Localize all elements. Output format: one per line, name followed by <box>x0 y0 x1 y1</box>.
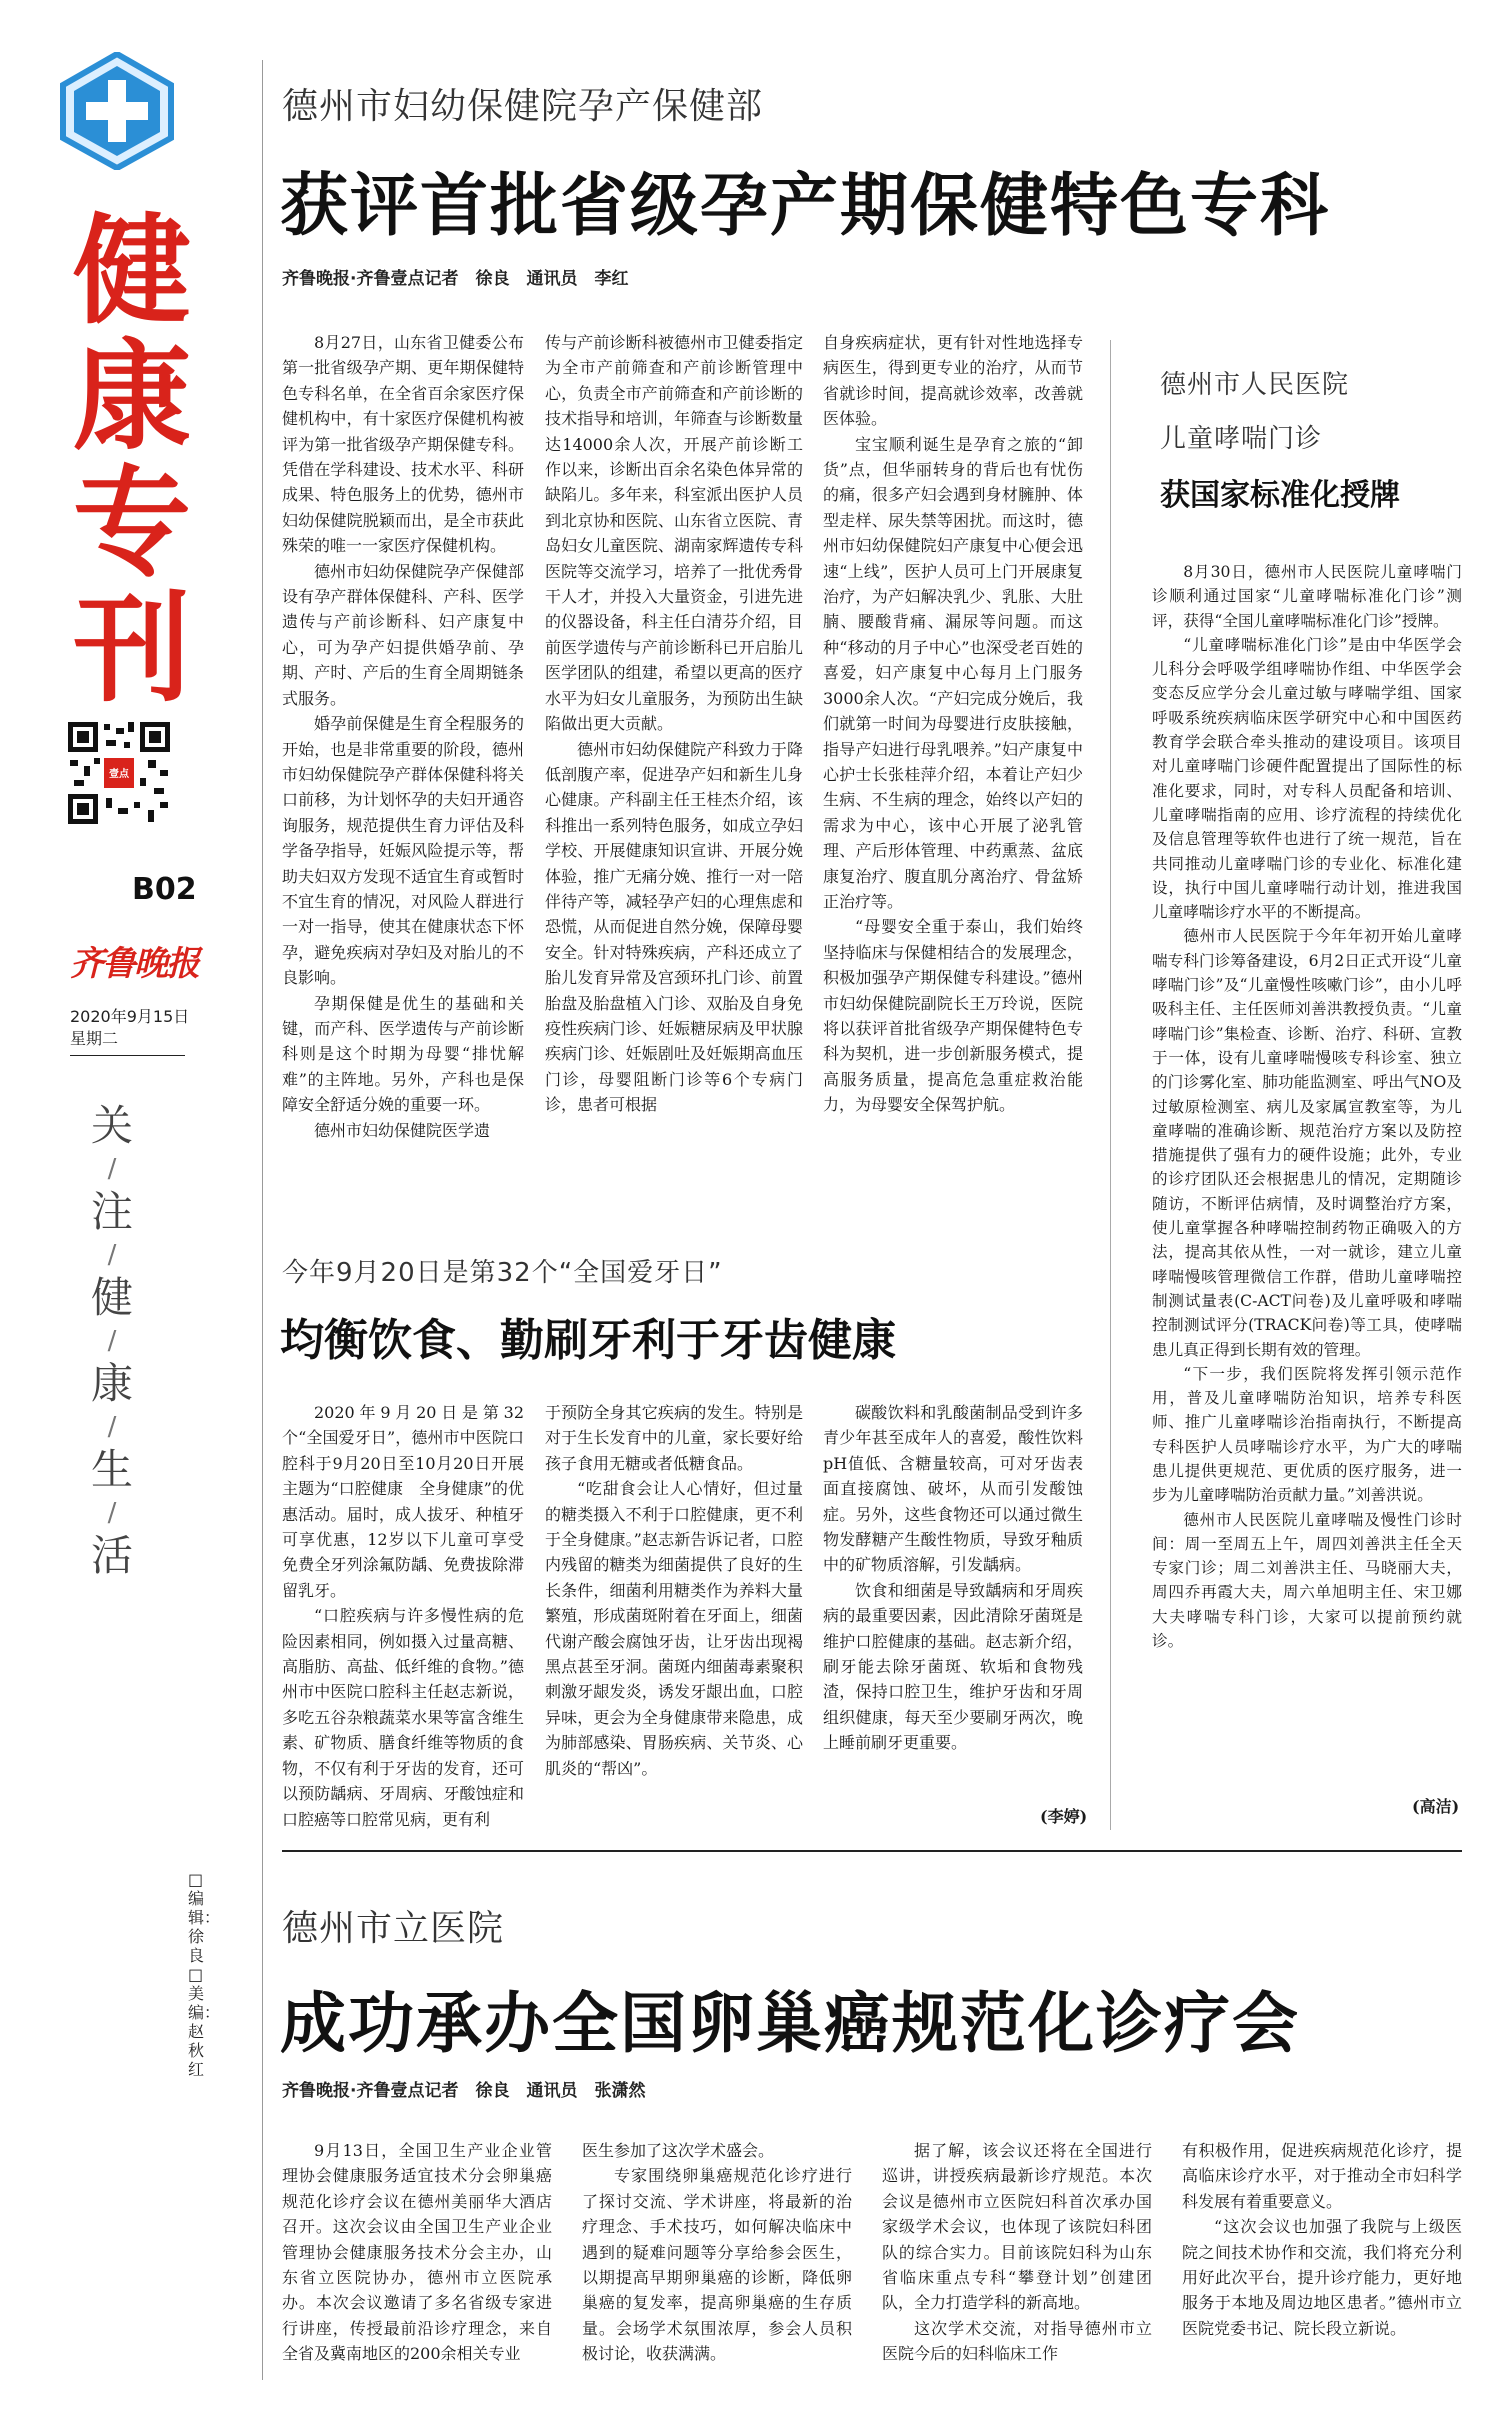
motto-slash: / <box>107 1498 117 1528</box>
paragraph: 有积极作用，促进疾病规范化诊疗，提高临床诊疗水平，对于推动全市妇科学科发展有着重要意义。 <box>1182 2141 1462 2211</box>
article1-col1 <box>282 330 524 1150</box>
section-rule <box>282 1850 1462 1852</box>
motto-slash: / <box>107 1326 117 1356</box>
article1-byline: 齐鲁晚报·齐鲁壹点记者 徐良 通讯员 李红 <box>282 269 629 289</box>
paragraph: 专家围绕卵巢癌规范化诊疗进行了探讨交流、学术讲座，将最新的治疗理念、手术技巧，如何解决临床中遇到的疑难问题等分享给参会医生，以期提高早期卵巢癌的诊断，降低卵巢癌的复发率，提高卵巢癌的生存质量。会场学术氛围浓厚，参会人员积极讨论，收获满满。 <box>582 2166 852 2364</box>
paragraph: 宝宝顺利诞生是孕育之旅的“卸货”点，但华丽转身的背后也有忧伤的痛，很多产妇会遇到身材臃肿、体型走样、尿失禁等困扰。而这时，德州市妇幼保健院妇产康复中心便会迅速“上线”，医护人员可上门开展康复治疗，为产妇解决乳少、乳胀、大肚腩、腰酸背痛、漏尿等问题。而这种“移动的月子中心”也深受老百姓的喜爱，妇产康复中心每月上门服务3000余人次。“产妇完成分娩后，我们就第一时间为母婴进行皮肤接触，指导产妇进行母乳喂养。”妇产康复中心护士长张桂萍介绍，本着让产妇少生病、不生病的理念，始终以产妇的需求为中心，该中心开展了泌乳管理、产后形体管理、中药熏蒸、盆底康复治疗、腹直肌分离治疗、骨盆矫正治疗等。 <box>823 434 1083 911</box>
motto <box>82 1100 142 1582</box>
paragraph: 德州市妇幼保健院孕产保健部设有孕产群体保健科、产科、医学遗传与产前诊断科、妇产康复中心，可为孕产妇提供婚孕前、孕期、产时、产后的生育全周期链条式服务。 <box>282 561 524 708</box>
paragraph: 德州市妇幼保健院医学遗 <box>314 1120 491 1140</box>
paragraph: 医生参加了这次学术盛会。 <box>582 2141 775 2160</box>
paragraph: 德州市人民医院于今年年初开始儿童哮喘专科门诊筹备建设，6月2日正式开设“儿童哮喘门诊”及“儿童慢性咳嗽门诊”，由小儿呼吸科主任、主任医师刘善洪教授负责。“儿童哮喘门诊”集检查、诊断、治疗、科研、宣教于一体，设有儿童哮喘慢咳专科诊室、独立的门诊雾化室、肺功能监测室、呼出气NO及过敏原检测室、病儿及家属宣教室等，为儿童哮喘的准确诊断、规范治疗方案以及防控措施提供了强有力的硬件设施；此外，专业的诊疗团队还会根据患儿的情况，定期随诊随访，不断评估病情，及时调整治疗方案，使儿童掌握各种哮喘控制药物正确吸入的方法，提高其依从性，一对一就诊，建立儿童哮喘慢咳管理微信工作群，借助儿童哮喘控制测试量表(C-ACT问卷)及儿童呼吸和哮喘控制测试评分(TRACK问卷)等工具，使哮喘患儿真正得到长期有效的管理。 <box>1152 927 1462 1359</box>
motto-char: 注 <box>90 1187 133 1236</box>
article4-byline: 齐鲁晚报·齐鲁壹点记者 徐良 通讯员 张潇然 <box>282 2081 646 2101</box>
motto-char: 康 <box>90 1359 133 1408</box>
medical-cross-logo <box>58 52 176 170</box>
article4-headline: 成功承办全国卵巢癌规范化诊疗会 <box>280 1985 1300 2062</box>
paragraph: 于预防全身其它疾病的发生。特别是对于生长发育中的儿童，家长要好给孩子食用无糖或者低糖食品。 <box>545 1403 803 1473</box>
section-title-char: 康 <box>72 328 191 466</box>
motto-char: 关 <box>90 1101 133 1150</box>
qr-badge-label: 壹点 <box>109 769 129 780</box>
article1-kicker: 德州市妇幼保健院孕产保健部 <box>282 86 764 127</box>
article3-col2 <box>545 1400 803 1830</box>
section-title-char: 专 <box>72 454 191 592</box>
article2-signature: (高洁) <box>1412 1797 1460 1816</box>
paragraph: 据了解，该会议还将在全国进行巡讲，讲授疾病最新诊疗规范。本次会议是德州市立医院妇科首次承办国家级学术会议，也体现了该院妇科团队的综合实力。目前该院妇科为山东省临床重点专科“攀登计划”创建团队，全力打造学科的新高地。 <box>882 2141 1152 2313</box>
sidebar-divider <box>70 1055 185 1056</box>
article1-col3 <box>823 330 1083 1150</box>
article2-kicker: 德州市人民医院 <box>1160 370 1350 400</box>
section-title <box>52 202 212 718</box>
paragraph: 孕期保健是优生的基础和关键，而产科、医学遗传与产前诊断科则是这个时期为母婴“排忧解难”的主阵地。另外，产科也是保障安全舒适分娩的重要一环。 <box>282 993 524 1115</box>
paragraph: “下一步，我们医院将发挥引领示范作用，普及儿童哮喘防治知识，培养专科医师、推广儿童哮喘诊治指南执行，不断提高专科医护人员哮喘诊疗水平，为广大的哮喘患儿提供更规范、更优质的医疗服务，进一步为儿童哮喘防治贡献力量。”刘善洪说。 <box>1152 1364 1462 1505</box>
sidebar-rule <box>262 60 263 2380</box>
column-rule <box>1110 340 1111 1830</box>
paragraph: 8月30日，德州市人民医院儿童哮喘门诊顺利通过国家“儿童哮喘标准化门诊”测评，获得“全国儿童哮喘标准化门诊”授牌。 <box>1152 563 1462 630</box>
article2-kicker-line2: 儿童哮喘门诊 <box>1160 424 1323 454</box>
article4-col1 <box>282 2138 552 2393</box>
paper-logo: 齐鲁晚报 <box>70 944 198 984</box>
paragraph: 这次学术交流，对指导德州市立医院今后的妇科临床工作 <box>882 2318 1152 2364</box>
qr-code[interactable] <box>64 718 174 828</box>
paragraph: 德州市人民医院儿童哮喘及慢性门诊时间：周一至周五上午，周四刘善洪主任全天专家门诊；周二刘善洪主任、马晓丽大夫，周四乔再霞大夫，周六单旭明主任、宋卫娜大夫哮喘专科门诊，大家可以提前预约就诊。 <box>1152 1510 1462 1651</box>
paragraph: 饮食和细菌是导致龋病和牙周疾病的最重要因素，因此清除牙菌斑是维护口腔健康的基础。赵志新介绍，刷牙能去除牙菌斑、软垢和食物残渣，保持口腔卫生，维护牙齿和牙周组织健康，每天至少要刷牙两次，晚上睡前刷牙更重要。 <box>823 1580 1083 1753</box>
article2-body <box>1152 560 1462 1785</box>
paragraph: 2020年9月20日是第32个“全国爱牙日”，德州市中医院口腔科于9月20日至10月20日开展主题为“口腔健康 全身健康”的优惠活动。届时，成人拔牙、种植牙可享优惠，12岁以下儿童可享受免费全牙列涂氟防龋、免费拔除滞留乳牙。 <box>282 1403 524 1600</box>
paragraph: 传与产前诊断科被德州市卫健委指定为全市产前筛查和产前诊断管理中心，负责全市产前筛查和产前诊断的技术指导和培训，年筛查与诊断数量达14000余人次，开展产前诊断工作以来，诊断出百余名染色体异常的缺陷儿。多年来，科室派出医护人员到北京协和医院、山东省立医院、青岛妇女儿童医院、湖南家辉遗传专科医院等交流学习，培养了一批优秀骨干人才，并投入大量资金，引进先进的仪器设备，科主任白清芬介绍，目前医学遗传与产前诊断科已开启胎儿医学团队的组建，希望以更高的医疗水平为妇女儿童服务，为预防出生缺陷做出更大贡献。 <box>545 333 803 734</box>
article3-col3 <box>823 1400 1083 1800</box>
paragraph: 8月27日，山东省卫健委公布第一批省级孕产期、更年期保健特色专科名单，在全省百余家医疗保健机构中，有十家医疗保健机构被评为第一批省级孕产期保健专科。凭借在学科建设、技术水平、科研成果、特色服务上的优势，德州市妇幼保健院脱颖而出，是全市获此殊荣的唯一一家医疗保健机构。 <box>282 333 524 556</box>
paragraph: 婚孕前保健是生育全程服务的开始，也是非常重要的阶段，德州市妇幼保健院孕产群体保健科将关口前移，为计划怀孕的夫妇开通咨询服务，规范提供生育力评估及科学备孕指导，妊娠风险提示等，帮助夫妇双方发现不适宜生育或暂时不宜生育的情况，对风险人群进行一对一指导，使其在健康状态下怀孕，避免疾病对孕妇及对胎儿的不良影响。 <box>282 714 524 988</box>
article3-col1 <box>282 1400 524 1830</box>
issue-weekday: 星期二 <box>70 1029 119 1048</box>
motto-char: 活 <box>90 1531 133 1580</box>
paragraph: 碳酸饮料和乳酸菌制品受到许多青少年甚至成年人的喜爱，酸性饮料pH值低、含糖量较高，可对牙齿表面直接腐蚀、破坏，从而引发酸蚀症。另外，这些食物还可以通过微生物发酵糖产生酸性物质，导致牙釉质中的矿物质溶解，引发龋病。 <box>823 1403 1083 1575</box>
paragraph: “母婴安全重于泰山，我们始终坚持临床与保健相结合的发展理念，积极加强孕产期保健专科建设。”德州市妇幼保健院副院长王万玲说，医院将以获评首批省级孕产期保健特色专科为契机，进一步创新服务模式，提高服务质量，提高危急重症救治能力，为母婴安全保驾护航。 <box>823 917 1083 1115</box>
motto-slash: / <box>107 1240 117 1270</box>
motto-slash: / <box>107 1154 117 1184</box>
article2-headline: 获国家标准化授牌 <box>1160 478 1400 513</box>
issue-date: 2020年9月15日 <box>70 1007 190 1026</box>
motto-char: 健 <box>90 1273 133 1322</box>
paragraph: 自身疾病症状，更有针对性地选择专病医生，得到更专业的治疗，从而节省就诊时间，提高就诊效率，改善就医体验。 <box>823 333 1083 429</box>
motto-char: 生 <box>90 1445 133 1494</box>
article3-signature: (李婷) <box>1040 1807 1088 1826</box>
paragraph: 9月13日，全国卫生产业企业管理协会健康服务适宜技术分会卵巢癌规范化诊疗会议在德州美丽华大酒店召开。这次会议由全国卫生产业企业管理协会健康服务技术分会主办，山东省立医院协办，德州市立医院承办。本次会议邀请了多名省级专家进行讲座，传授最前沿诊疗理念，来自全省及冀南地区的200余相关专业 <box>282 2141 552 2364</box>
article3-headline: 均衡饮食、勤刷牙利于牙齿健康 <box>280 1315 896 1366</box>
section-title-char: 刊 <box>72 580 191 718</box>
editor-credit: □编辑：徐良 □美编：赵秋红 <box>188 1870 221 2079</box>
article3-kicker: 今年9月20日是第32个“全国爱牙日” <box>282 1258 723 1288</box>
section-title-char: 健 <box>72 202 191 340</box>
article4-col3 <box>882 2138 1152 2393</box>
article1-col2 <box>545 330 803 1150</box>
article4-kicker: 德州市立医院 <box>282 1908 505 1949</box>
page-number: B02 <box>132 872 197 907</box>
paragraph: “儿童哮喘标准化门诊”是由中华医学会儿科分会呼吸学组哮喘协作组、中华医学会变态反应学分会儿童过敏与哮喘学组、国家呼吸系统疾病临床医学研究中心和中国医药教育学会联合牵头推动的建设项目。该项目对儿童哮喘门诊硬件配置提出了国际性的标准化要求，同时，对专科人员配备和培训、儿童哮喘指南的应用、诊疗流程的持续优化及信息管理等软件也进行了统一规范，旨在共同推动儿童哮喘门诊的专业化、标准化建设，执行中国儿童哮喘行动计划，推进我国儿童哮喘诊疗水平的不断提高。 <box>1152 635 1462 922</box>
article4-col4 <box>1182 2138 1462 2393</box>
article1-headline: 获评首批省级孕产期保健特色专科 <box>280 167 1331 246</box>
paragraph: 德州市妇幼保健院产科致力于降低剖腹产率，促进孕产妇和新生儿身心健康。产科副主任王桂杰介绍，该科推出一系列特色服务，如成立孕妇学校、开展健康知识宣讲、开展分娩体验，推广无痛分娩、推行一对一陪伴待产等，减轻孕产妇的心理焦虑和恐慌，从而促进自然分娩，保障母婴安全。针对特殊疾病，产科还成立了胎儿发育异常及宫颈环扎门诊、前置胎盘及胎盘植入门诊、双胎及自身免疫性疾病门诊、妊娠糖尿病及甲状腺疾病门诊、妊娠剧吐及妊娠期高血压门诊，母婴阻断门诊等6个专病门诊，患者可根据 <box>545 739 803 1115</box>
article4-col2 <box>582 2138 852 2393</box>
paragraph: “这次会议也加强了我院与上级医院之间技术协作和交流，我们将充分利用好此次平台，提升诊疗能力，更好地服务于本地及周边地区患者。”德州市立医院党委书记、院长段立新说。 <box>1182 2217 1462 2338</box>
paragraph: “吃甜食会让人心情好，但过量的糖类摄入不利于口腔健康，更不利于全身健康。”赵志新告诉记者，口腔内残留的糖类为细菌提供了良好的生长条件，细菌利用糖类作为养料大量繁殖，形成菌斑附着在牙面上，细菌代谢产酸会腐蚀牙齿，让牙齿出现褐黑点甚至牙洞。菌斑内细菌毒素聚积刺激牙龈发炎，诱发牙龈出血，口腔异味，更会为全身健康带来隐患，成为肺部感染、胃肠疾病、关节炎、心肌炎的“帮凶”。 <box>545 1479 803 1778</box>
motto-slash: / <box>107 1412 117 1442</box>
paragraph: “口腔疾病与许多慢性病的危险因素相同，例如摄入过量高糖、高脂肪、高盐、低纤维的食物。”德州市中医院口腔科主任赵志新说，多吃五谷杂粮蔬菜水果等富含维生素、矿物质、膳食纤维等物质的食物，不仅有利于牙齿的发育，还可以预防龋病、牙周病、牙酸蚀症和口腔癌等口腔常见病，更有利 <box>282 1606 524 1829</box>
